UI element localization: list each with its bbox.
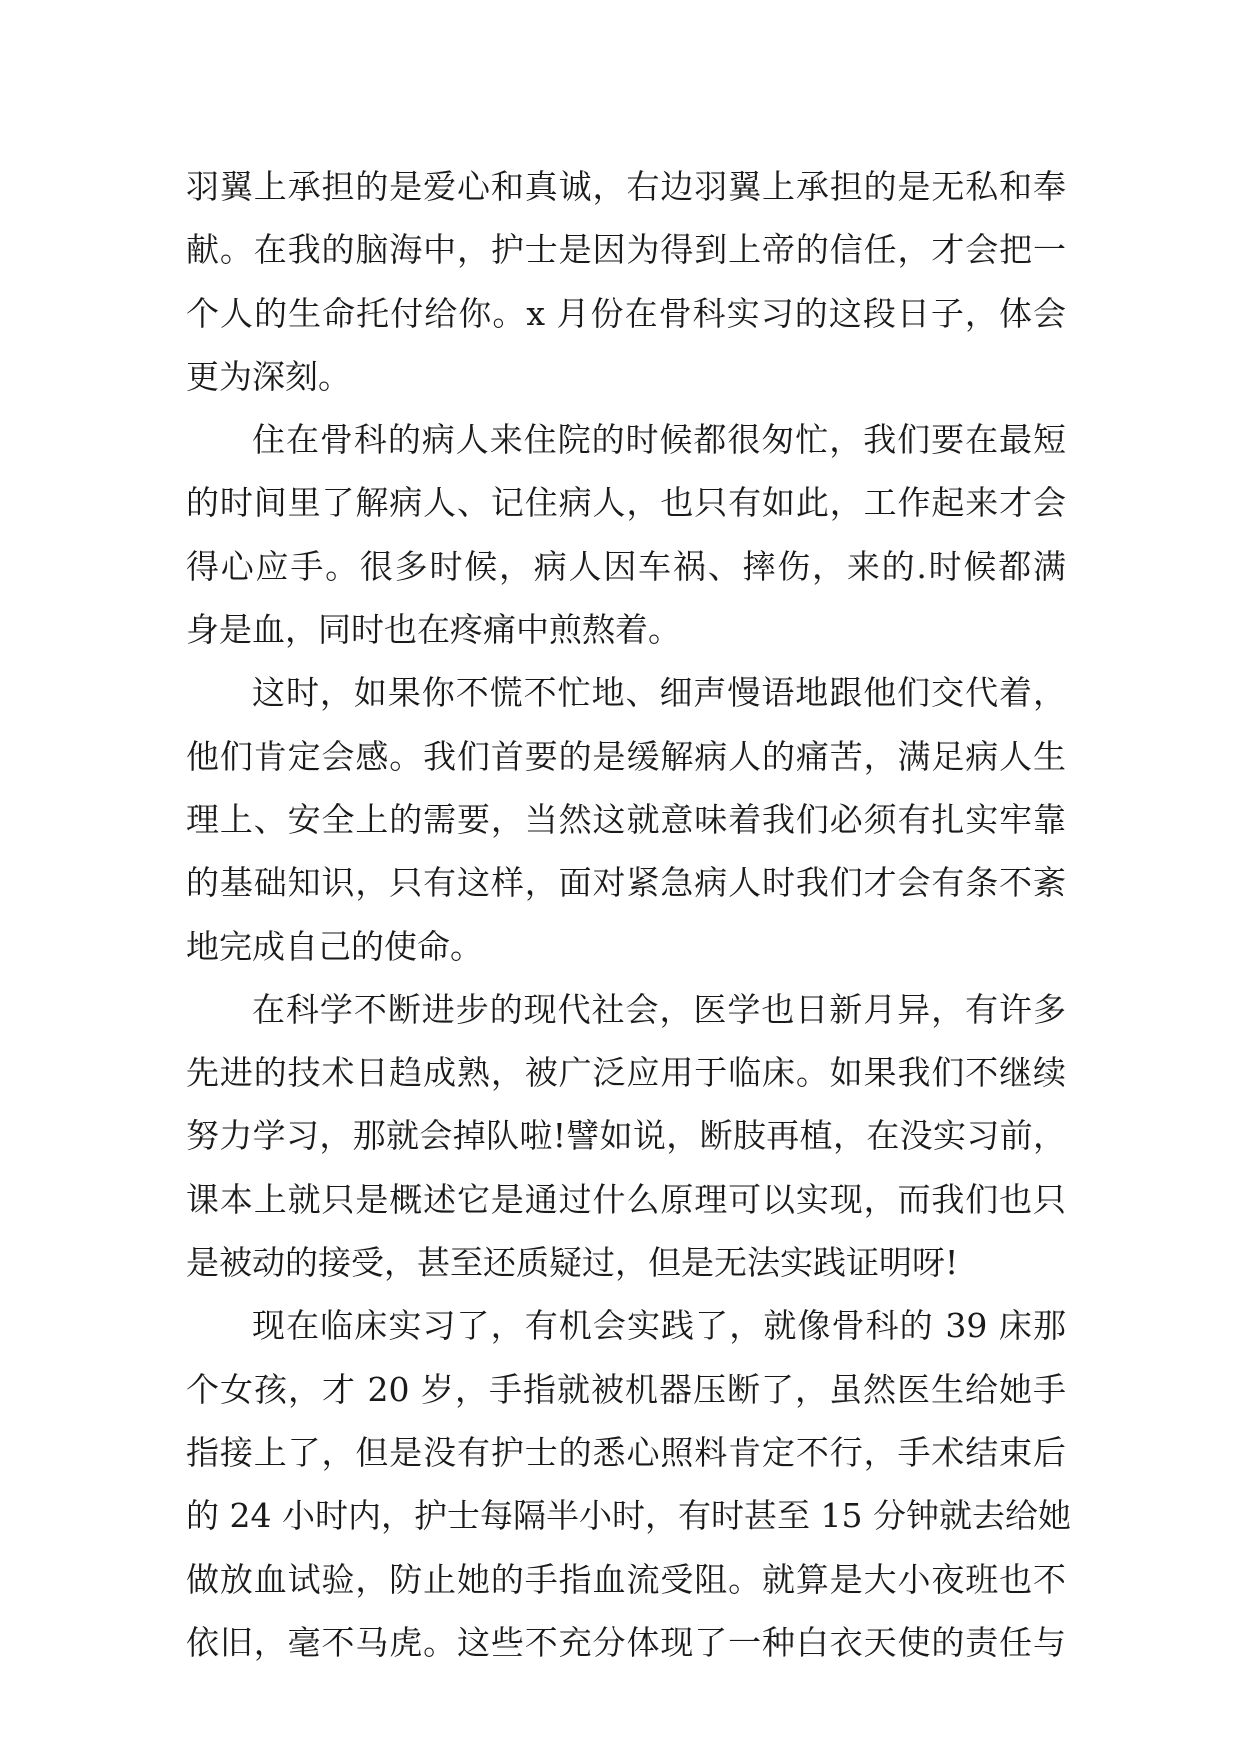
paragraph-2 xyxy=(186,408,1066,661)
text-line: 更为深刻。 xyxy=(186,356,351,396)
text-line: 是被动的接受，甚至还质疑过，但是无法实践证明呀! xyxy=(186,1243,959,1283)
text-line: 个女孩，才 20 岁，手指就被机器压断了，虽然医生给她手 xyxy=(186,1369,1066,1409)
text-line: 的时间里了解病人、记住病人，也只有如此，工作起来才会 xyxy=(186,483,1066,523)
paragraph-5 xyxy=(186,1294,1071,1674)
text-line: 身是血，同时也在疼痛中煎熬着。 xyxy=(186,610,681,650)
text-line: 理上、安全上的需要，当然这就意味着我们必须有扎实牢靠 xyxy=(186,799,1066,839)
text-line: 现在临床实习了，有机会实践了，就像骨科的 39 床那 xyxy=(252,1306,1066,1346)
paragraph-4 xyxy=(186,978,1066,1294)
text-line: 这时，如果你不慌不忙地、细声慢语地跟他们交代着， xyxy=(252,673,1066,713)
text-line: 做放血试验，防止她的手指血流受阻。就算是大小夜班也不 xyxy=(186,1559,1066,1599)
text-line: 住在骨科的病人来住院的时候都很匆忙，我们要在最短 xyxy=(252,420,1066,460)
text-line: 依旧，毫不马虎。这些不充分体现了一种白衣天使的责任与 xyxy=(186,1622,1066,1662)
document-body xyxy=(186,155,1071,1674)
text-line: 的 24 小时内，护士每隔半小时，有时甚至 15 分钟就去给她 xyxy=(186,1496,1071,1536)
text-line: 羽翼上承担的是爱心和真诚，右边羽翼上承担的是无私和奉 xyxy=(186,167,1066,206)
text-line: 指接上了，但是没有护士的悉心照料肯定不行，手术结束后 xyxy=(186,1432,1066,1472)
text-line: 课本上就只是概述它是通过什么原理可以实现，而我们也只 xyxy=(186,1179,1066,1219)
text-line: 在科学不断进步的现代社会，医学也日新月异，有许多 xyxy=(252,989,1066,1029)
text-line: 个人的生命托付给你。x 月份在骨科实习的这段日子，体会 xyxy=(186,293,1066,333)
text-line: 先进的技术日趋成熟，被广泛应用于临床。如果我们不继续 xyxy=(186,1053,1066,1093)
text-line: 他们肯定会感。我们首要的是缓解病人的痛苦，满足病人生 xyxy=(186,736,1066,776)
text-line: 努力学习，那就会掉队啦!譬如说，断肢再植，在没实习前， xyxy=(186,1116,1066,1156)
text-line: 的基础知识，只有这样，面对紧急病人时我们才会有条不紊 xyxy=(186,863,1066,903)
text-line: 得心应手。很多时候，病人因车祸、摔伤，来的.时候都满 xyxy=(186,546,1066,586)
text-line: 地完成自己的使命。 xyxy=(186,926,483,966)
paragraph-3 xyxy=(186,661,1066,977)
paragraph-1 xyxy=(186,155,1066,408)
text-line: 献。在我的脑海中，护士是因为得到上帝的信任，才会把一 xyxy=(186,230,1066,270)
